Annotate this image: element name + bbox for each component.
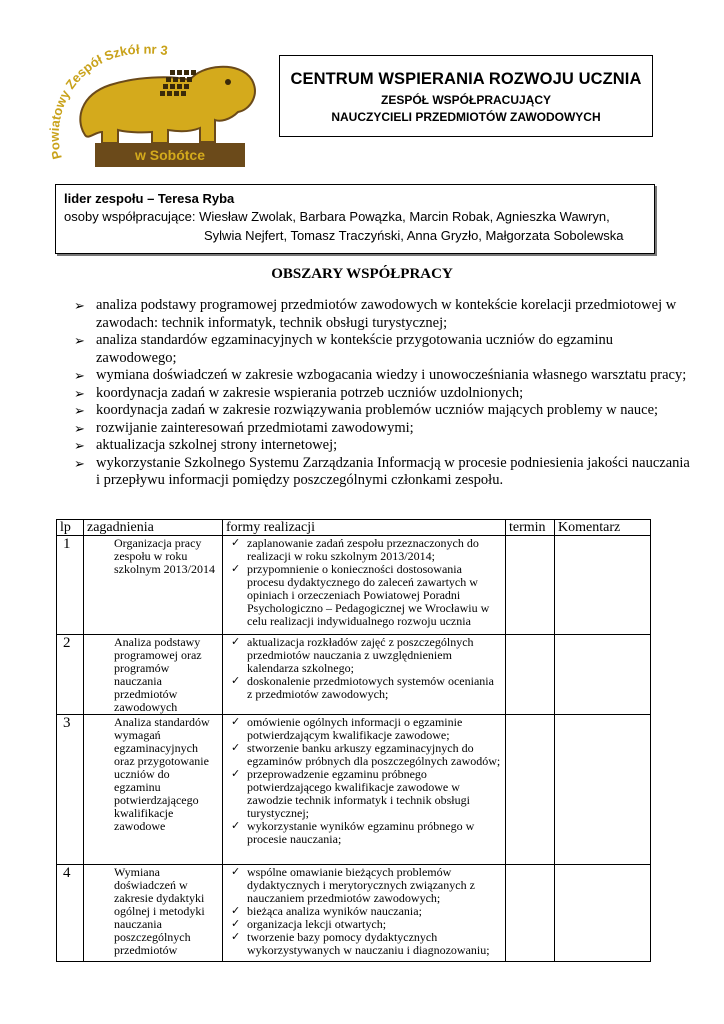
arrow-bullet-icon: ➢	[74, 385, 85, 401]
row-lp: 1	[57, 536, 84, 635]
row-term	[506, 536, 555, 635]
table-header-row	[57, 520, 651, 536]
list-item: ✓ doskonalenie przedmiotowych systemów oceniania z przedmiotów zawodowych;	[231, 674, 494, 701]
checkmark-icon: ✓	[231, 866, 241, 878]
row-term	[506, 635, 555, 715]
page-subtitle-1: ZESPÓŁ WSPÓŁPRACUJĄCY	[380, 93, 551, 107]
checkmark-icon: ✓	[231, 905, 241, 917]
logo-arc-text: Powiatowy Zespół Szkół nr 3	[46, 41, 169, 161]
plan-table	[56, 519, 651, 962]
list-item: ✓ zaplanowanie zadań zespołu przeznaczonych do realizacji w roku szkolnym 2013/2014;	[231, 536, 479, 563]
row-forms	[223, 536, 506, 635]
list-item: ➢ wykorzystanie Szkolnego Systemu Zarządzania Informacją w procesie podniesienia jakości nauczania i przepływu informacji pomiędzy poszczególnymi członkami zespołu.	[74, 454, 690, 488]
row-lp: 4	[57, 865, 84, 962]
arrow-bullet-icon: ➢	[74, 333, 85, 348]
list-item: ✓ omówienie ogólnych informacji o egzaminie potwierdzającym kwalifikacje zawodowe;	[231, 715, 463, 742]
table-row	[57, 635, 651, 715]
row-topic: Analiza standardów wymagań egzaminacyjnych oraz przygotowanie uczniów do egzaminu potwierdzającego kwalifikacje zawodowe	[84, 715, 223, 865]
row-comment	[555, 635, 651, 715]
checkmark-icon: ✓	[231, 716, 241, 728]
team-members-line-1: osoby współpracujące: Wiesław Zwolak, Barbara Powązka, Marcin Robak, Agnieszka Wawryn,	[64, 209, 610, 224]
row-topic: Organizacja pracy zespołu w roku szkolnym 2013/2014	[84, 536, 223, 635]
team-box	[55, 184, 655, 254]
list-item: ✓ wykorzystanie wyników egzaminu próbnego w procesie nauczania;	[231, 819, 475, 846]
list-item: ✓ przeprowadzenie egzaminu próbnego potwierdzającego kwalifikacje zawodowe w zawodzie technik informatyk i technik obsługi turystycznej;	[231, 767, 470, 820]
col-header-lp: lp	[57, 520, 84, 536]
page-subtitle-2: NAUCZYCIELI PRZEDMIOTÓW ZAWODOWYCH	[331, 110, 601, 124]
checkmark-icon: ✓	[231, 931, 241, 943]
list-item: ✓ bieżąca analiza wyników nauczania;	[231, 904, 422, 918]
checkmark-icon: ✓	[231, 537, 241, 549]
list-item: ➢ koordynacja zadań w zakresie wspierania potrzeb uczniów uzdolnionych;	[74, 384, 524, 401]
row-comment	[555, 715, 651, 865]
row-topic: Wymiana doświadczeń w zakresie dydaktyki ogólnej i metodyki nauczania poszczególnych przedmiotów	[84, 865, 223, 962]
checkmark-icon: ✓	[231, 636, 241, 648]
list-item: ➢ wymiana doświadczeń w zakresie wzbogacania wiedzy i unowocześniania własnego warsztatu pracy;	[74, 367, 687, 383]
table-row	[57, 865, 651, 962]
checkmark-icon: ✓	[231, 742, 241, 754]
page-title: CENTRUM WSPIERANIA ROZWOJU UCZNIA	[290, 70, 642, 88]
checkmark-icon: ✓	[231, 563, 241, 575]
team-leader: lider zespołu – Teresa Ryba	[64, 191, 235, 206]
list-item: ✓ przypomnienie o konieczności dostosowania procesu dydaktycznego do zaleceń zawartych w opiniach i orzeczeniach Powiatowej Poradni Psychologiczno – Pedagogicznej we Wrocławiu w celu realizacji indywidualnego rozwoju ucznia	[231, 562, 490, 628]
checkmark-icon: ✓	[231, 918, 241, 930]
logo-banner-text: w Sobótce	[134, 147, 206, 163]
list-item: ➢ analiza podstawy programowej przedmiotów zawodowych w kontekście korelacji przedmiotowej w zawodach: technik informatyk, technik obsługi turystycznej;	[74, 297, 677, 331]
table-row	[57, 715, 651, 865]
list-item: ✓ wspólne omawianie bieżących problemów dydaktycznych i merytorycznych związanych z nauczaniem przedmiotów zawodowych;	[231, 865, 475, 905]
row-term	[506, 865, 555, 962]
row-lp: 2	[57, 635, 84, 715]
row-forms	[223, 865, 506, 962]
arrow-bullet-icon: ➢	[74, 403, 85, 418]
row-topic: Analiza podstawy programowej oraz programów nauczania przedmiotów zawodowych	[84, 635, 223, 715]
list-item: ➢ analiza standardów egzaminacyjnych w kontekście przygotowania uczniów do egzaminu zawodowego;	[74, 332, 613, 366]
col-header-comment: Komentarz	[555, 520, 651, 536]
arrow-bullet-icon: ➢	[74, 455, 85, 471]
school-logo	[40, 40, 260, 175]
row-lp: 3	[57, 715, 84, 865]
row-forms	[223, 635, 506, 715]
row-comment	[555, 536, 651, 635]
arrow-bullet-icon: ➢	[74, 438, 85, 453]
arrow-bullet-icon: ➢	[74, 368, 85, 383]
team-members-line-2: Sylwia Nejfert, Tomasz Traczyński, Anna Gryzło, Małgorzata Sobolewska	[204, 228, 624, 243]
list-item: ✓ organizacja lekcji otwartych;	[231, 917, 387, 931]
section-title: OBSZARY WSPÓŁPRACY	[271, 266, 453, 282]
col-header-forms: formy realizacji	[223, 520, 506, 536]
list-item: ✓ tworzenie bazy pomocy dydaktycznych wykorzystywanych w nauczaniu i diagnozowaniu;	[231, 930, 490, 957]
row-term	[506, 715, 555, 865]
row-comment	[555, 865, 651, 962]
areas-list	[74, 297, 694, 490]
col-header-term: termin	[506, 520, 555, 536]
list-item: ✓ stworzenie banku arkuszy egzaminacyjnych do egzaminów próbnych dla poszczególnych zawodów;	[231, 741, 501, 768]
row-forms	[223, 715, 506, 865]
table-row	[57, 536, 651, 635]
checkmark-icon: ✓	[231, 675, 241, 687]
list-item: ➢ aktualizacja szkolnej strony internetowej;	[74, 437, 338, 453]
header-box	[279, 55, 653, 137]
col-header-topic: zagadnienia	[84, 520, 223, 536]
arrow-bullet-icon: ➢	[74, 420, 85, 436]
checkmark-icon: ✓	[231, 768, 241, 780]
list-item: ➢ koordynacja zadań w zakresie rozwiązywania problemów uczniów mających problemy w nauce;	[74, 402, 659, 418]
checkmark-icon: ✓	[231, 820, 241, 832]
list-item: ✓ aktualizacja rozkładów zajęć z poszczególnych przedmiotów nauczania z uwzględnieniem kalendarza szkolnego;	[231, 635, 474, 675]
list-item: ➢ rozwijanie zainteresowań przedmiotami zawodowymi;	[74, 419, 414, 436]
arrow-bullet-icon: ➢	[74, 298, 85, 313]
